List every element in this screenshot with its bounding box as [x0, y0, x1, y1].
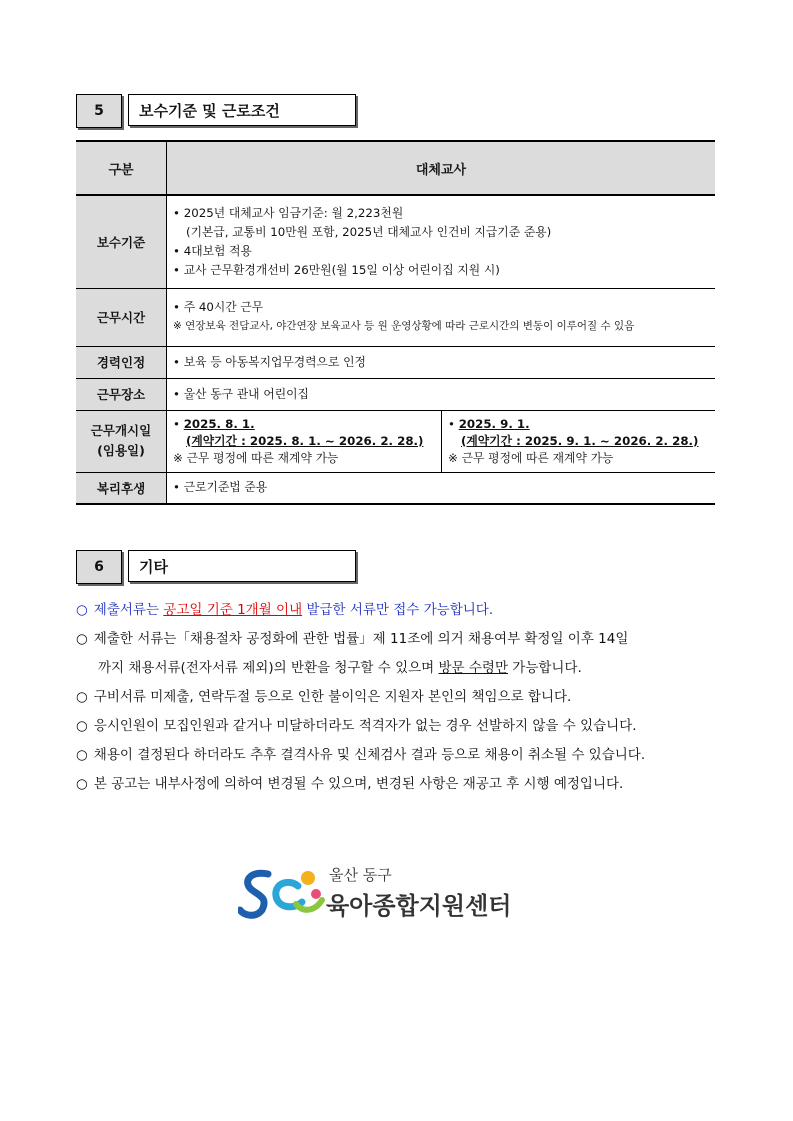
table-row-welfare	[76, 472, 715, 504]
row-content-welfare: • 근로기준법 준용	[167, 472, 716, 504]
circle-bullet-icon: ○	[76, 631, 88, 647]
row-label-welfare: 복리후생	[76, 472, 167, 504]
row-label-hours: 근무시간	[76, 288, 167, 346]
table-row-career	[76, 346, 715, 378]
section-title: 보수기준 및 근로조건	[128, 94, 356, 126]
hours-note: ※ 연장보육 전담교사, 야간연장 보육교사 등 원 운영상황에 따라 근로시간의 변동이 이루어질 수 있음	[173, 320, 635, 332]
notes-list	[76, 596, 716, 799]
september-note: ※ 근무 평정에 따른 재계약 가능	[448, 450, 614, 465]
list-item-continuation: 까지 채용서류(전자서류 제외)의 반환을 청구할 수 있으며 방문 수령만 가능합니다.	[98, 660, 582, 676]
row-label-place: 근무장소	[76, 378, 167, 410]
pay-line-2: (기본급, 교통비 10만원 포함, 2025년 대체교사 인건비 지급기준 준용)	[186, 224, 552, 239]
table-row-pay	[76, 195, 715, 288]
center-logo	[238, 856, 538, 926]
list-item: ○ 제출서류는 공고일 기준 1개월 이내 발급한 서류만 접수 가능합니다.	[76, 602, 494, 618]
circle-bullet-icon: ○	[76, 776, 88, 792]
section-title: 기타	[128, 550, 356, 582]
row-content-place: • 울산 동구 관내 어린이집	[167, 378, 716, 410]
start-label-1: 근무개시일	[90, 423, 152, 438]
circle-bullet-icon: ○	[76, 602, 88, 618]
row-label-pay: 보수기준	[76, 195, 167, 288]
start-option-september: • 2025. 9. 1. (계약기간 : 2025. 9. 1. ~ 2026. 2. 28.) ※ 근무 평정에 따른 재계약 가능	[442, 410, 716, 472]
header-category: 구분	[76, 141, 167, 195]
table-header-row	[76, 141, 715, 195]
pay-line-3: • 4대보험 적용	[173, 243, 252, 258]
start-option-august: • 2025. 8. 1. (계약기간 : 2025. 8. 1. ~ 2026. 2. 28.) ※ 근무 평정에 따른 재계약 가능	[167, 410, 442, 472]
list-item: ○ 본 공고는 내부사정에 의하여 변경될 수 있으며, 변경된 사항은 재공고 후 시행 예정입니다.	[76, 776, 624, 792]
table-row-place	[76, 378, 715, 410]
header-substitute-teacher: 대체교사	[167, 141, 716, 195]
highlight-deadline: 공고일 기준 1개월 이내	[163, 602, 303, 618]
row-label-start-date	[76, 410, 167, 472]
circle-bullet-icon: ○	[76, 718, 88, 734]
table-row-start-date	[76, 410, 715, 472]
row-content-hours	[167, 288, 716, 346]
section-number: 6	[76, 550, 122, 584]
september-period: (계약기간 : 2025. 9. 1. ~ 2026. 2. 28.)	[461, 433, 699, 448]
circle-bullet-icon: ○	[76, 689, 88, 705]
august-note: ※ 근무 평정에 따른 재계약 가능	[173, 450, 339, 465]
logo-title: 육아종합지원센터	[326, 892, 512, 920]
section-number: 5	[76, 94, 122, 128]
row-label-career: 경력인정	[76, 346, 167, 378]
list-item: ○ 제출한 서류는「채용절차 공정화에 관한 법률」제 11조에 의거 채용여부 확정일 이후 14일	[76, 631, 629, 647]
pay-line-1: • 2025년 대체교사 임금기준: 월 2,223천원	[173, 205, 404, 220]
conditions-table	[76, 140, 715, 505]
hours-line-1: • 주 40시간 근무	[173, 300, 264, 314]
august-date: 2025. 8. 1.	[183, 416, 255, 431]
logo-subtitle: 울산 동구	[329, 866, 392, 884]
logo-mark-icon	[238, 864, 328, 924]
list-item: ○ 구비서류 미제출, 연락두절 등으로 인한 불이익은 지원자 본인의 책임으로 합니다.	[76, 689, 572, 705]
start-label-2: (임용일)	[97, 443, 145, 458]
august-period: (계약기간 : 2025. 8. 1. ~ 2026. 2. 28.)	[186, 433, 424, 448]
list-item: ○ 채용이 결정된다 하더라도 추후 결격사유 및 신체검사 결과 등으로 채용이 취소될 수 있습니다.	[76, 747, 646, 763]
september-date: 2025. 9. 1.	[458, 416, 530, 431]
pay-line-4: • 교사 근무환경개선비 26만원(월 15일 이상 어린이집 지원 시)	[173, 262, 500, 277]
list-item: ○ 응시인원이 모집인원과 같거나 미달하더라도 적격자가 없는 경우 선발하지 않을 수 있습니다.	[76, 718, 637, 734]
table-row-hours	[76, 288, 715, 346]
circle-bullet-icon: ○	[76, 747, 88, 763]
row-content-pay	[167, 195, 716, 288]
row-content-career: • 보육 등 아동복지업무경력으로 인정	[167, 346, 716, 378]
